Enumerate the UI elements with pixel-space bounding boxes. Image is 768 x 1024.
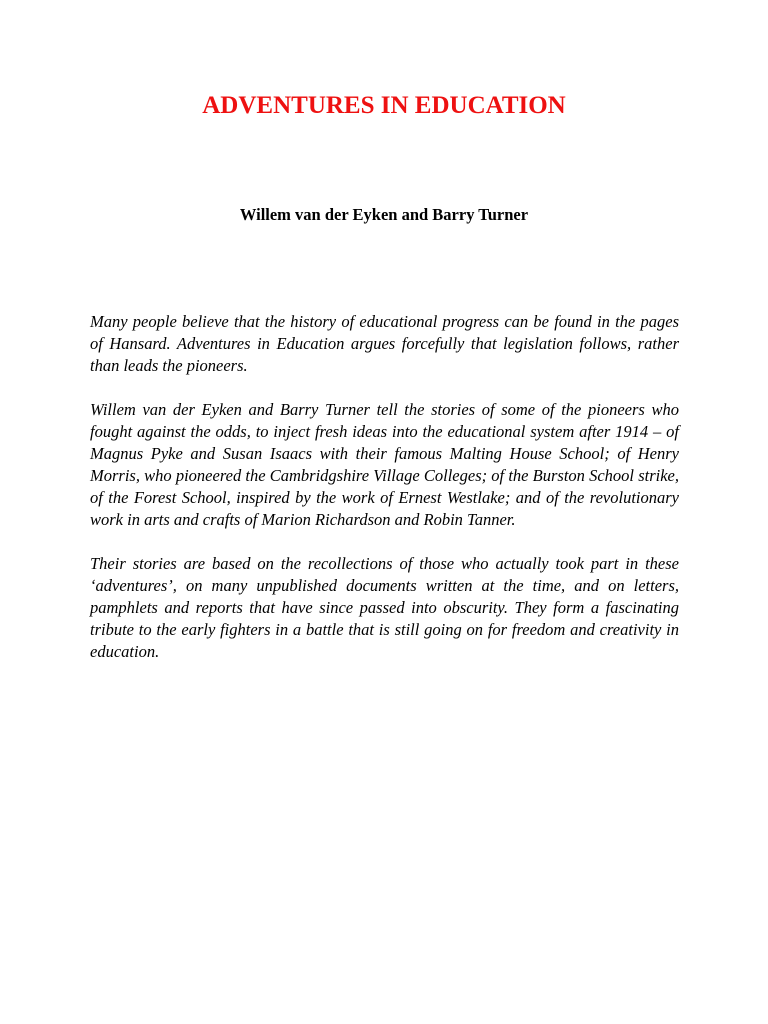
paragraph-sources: Their stories are based on the recollections of those who actually took part in these ‘adventures’, on many unpublished documents written at the time, and on letters, pamphlets and reports that have since passed into obscurity. They form a fascinating tribute to the early fighters in a battle that is still going on for freedom and creativity in education. — [90, 554, 679, 661]
document-body — [90, 311, 679, 685]
document-title: ADVENTURES IN EDUCATION — [202, 92, 566, 119]
document-authors: Willem van der Eyken and Barry Turner — [239, 205, 529, 224]
paragraph-intro: Many people believe that the history of educational progress can be found in the pages of Hansard. Adventures in Education argues forcefully that legislation follows, rather than leads the pioneers. — [90, 312, 679, 375]
paragraph-pioneers: Willem van der Eyken and Barry Turner tell the stories of some of the pioneers who fought against the odds, to inject fresh ideas into the educational system after 1914 – of Magnus Pyke and Susan Isaacs with their famous Malting House School; of Henry Morris, who pioneered the Cambridgshire Village Colleges; of the Burston School strike, of the Forest School, inspired by the work of Ernest Westlake; and of the revolutionary work in arts and crafts of Marion Richardson and Robin Tanner. — [90, 400, 679, 529]
